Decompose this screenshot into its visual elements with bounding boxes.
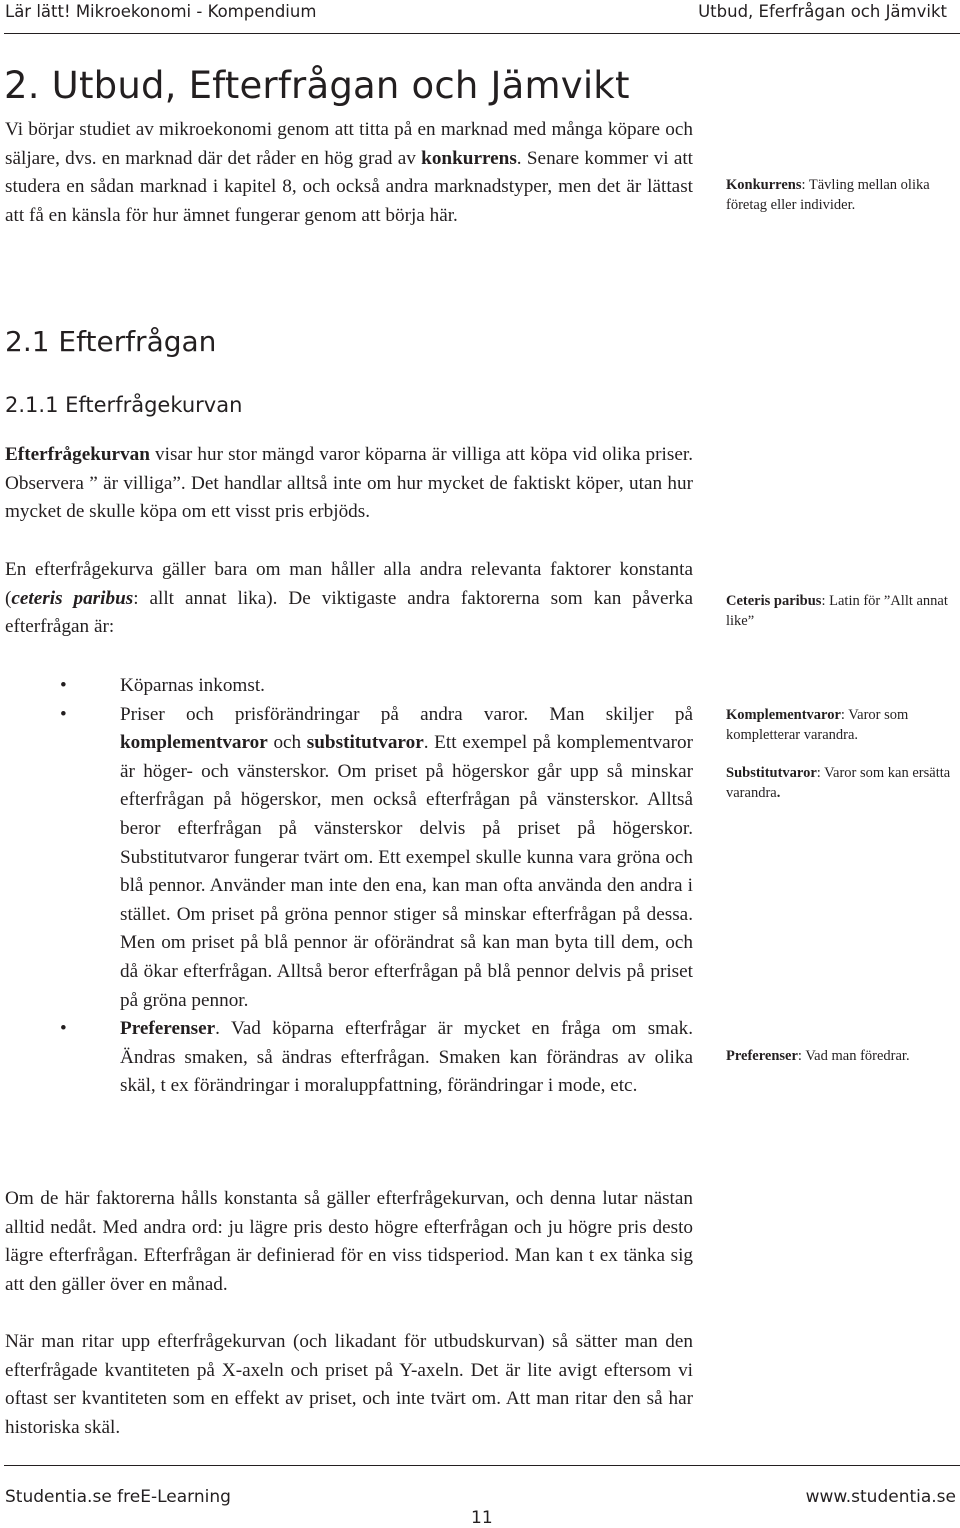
note-definition: : Latin för ”Allt annat like” xyxy=(726,593,948,629)
note-definition: : Varor som kan ersätta varandra xyxy=(726,765,951,801)
constant-factors-paragraph: Om de här faktorerna hålls konstanta så gäller efterfrågekurvan, och denna lutar nästan alltid nedåt. Med andra ord: ju lägre pris desto högre efterfrågan och ju högre pris desto lägre efterfrågan. Efterfrågan är definierad för en viss tidsperiod. Man kan t ex tänka sig att den gäller över en månad. xyxy=(5,1188,693,1296)
margin-note-komplementvaror xyxy=(726,706,958,745)
header-book-title: Lär lätt! Mikroekonomi - Kompendium xyxy=(5,2,317,21)
page-number: 11 xyxy=(471,1508,493,1528)
item-text: . Ett exempel på komplementvaror är höger- och vänsterskor. Om priset på högerskor går upp så minskar efterfrågan på högerskor, men också efterfrågan på vänsterskor. Alltså beror efterfrågan på vänsterskor delvis på priset på högerskor. Substitutvaror fungerar tvärt om. Ett exempel skulle kunna vara gröna och blå pennor. Använder man inte den ena, kan man ofta använda den andra i stället. Om priset på gröna pennor stiger så minskar efterfrågan på dessa. Men om priset på blå pennor är oförändrat så kan man byta till dem, och då ökar efterfrågan. Alltså beror efterfrågan på blå pennor delvis på priset på gröna pennor. xyxy=(120,732,693,1011)
term-efterfragekurvan: Efterfrågekurvan xyxy=(5,444,150,465)
margin-note-konkurrens xyxy=(726,176,958,215)
note-definition: : Tävling mellan olika företag eller individer. xyxy=(726,177,930,213)
note-definition: : Vad man föredrar. xyxy=(797,1048,910,1064)
intro-text-2: . Senare kommer vi att studera en sådan marknad i kapitel 8, och också andra marknadstyper, men det är lättast att få en känsla för hur ämnet fungerar genom att börja här. xyxy=(5,147,693,227)
note-term: Substitutvaror xyxy=(726,765,817,781)
header-chapter-title: Utbud, Eferfrågan och Jämvikt xyxy=(698,2,947,21)
list-item-income xyxy=(5,672,693,701)
bullet-icon: • xyxy=(60,703,67,725)
factor-list xyxy=(5,672,693,1101)
demand-text: visar hur stor mängd varor köparna är villiga att köpa vid olika priser. Observera ” är villiga”. Det handlar alltså inte om hur mycket de faktiskt köper, utan hur mycket de skulle köpa om ett visst pris erbjöds. xyxy=(5,444,693,523)
note-end: . xyxy=(776,784,781,801)
item-text: Priser och prisförändringar på andra varor. Man skiljer på xyxy=(120,703,693,725)
subsection-heading: 2.1.1 Efterfrågekurvan xyxy=(5,393,243,417)
item-text: Köparnas inkomst. xyxy=(120,675,265,696)
ceteris-paragraph xyxy=(5,556,693,642)
axes-paragraph: När man ritar upp efterfrågekurvan (och likadant för utbudskurvan) så sätter man den efterfrågade kvantiteten på X-axeln och priset på Y-axeln. Det är lite avigt eftersom vi oftast ser kvantiteten som en effekt av priset, och inte tvärt om. Att man ritar den så har historiska skäl. xyxy=(5,1331,693,1439)
term-preferenser: Preferenser xyxy=(120,1018,216,1040)
intro-paragraph xyxy=(5,116,693,231)
margin-note-substitutvaror xyxy=(726,764,958,803)
term-substitutvaror: substitutvaror xyxy=(306,732,424,754)
note-term: Komplementvaror xyxy=(726,707,841,723)
bullet-icon: • xyxy=(60,1018,67,1040)
footer-divider xyxy=(4,1465,960,1466)
header-divider xyxy=(4,33,960,34)
chapter-title: 2. Utbud, Efterfrågan och Jämvikt xyxy=(4,64,630,107)
margin-note-preferenser xyxy=(726,1047,958,1067)
note-definition: : Varor som kompletterar varandra. xyxy=(726,707,909,743)
footer-website: www.studentia.se xyxy=(805,1487,956,1507)
ceteris-text-1: En efterfrågekurva gäller bara om man håller alla andra relevanta faktorer konstanta ( xyxy=(5,559,693,609)
bullet-icon: • xyxy=(60,675,67,696)
note-term: Preferenser xyxy=(726,1048,798,1064)
footer-brand: Studentia.se freE-Learning xyxy=(5,1487,231,1507)
term-ceteris-paribus: ceteris paribus xyxy=(11,587,134,609)
ceteris-text-2: : allt annat lika). De viktigaste andra faktorerna som kan påverka efterfrågan är: xyxy=(5,587,693,638)
demand-curve-paragraph xyxy=(5,441,693,527)
item-text: . Vad köparna efterfrågar är mycket en fråga om smak. Ändras smaken, så ändras efterfrågan. Smaken kan förändras av olika skäl, t ex förändringar i moraluppfattning, förändringar i mode, etc. xyxy=(120,1018,693,1097)
note-term: Ceteris paribus xyxy=(726,593,822,609)
list-item-prices xyxy=(5,701,693,1016)
margin-note-ceteris xyxy=(726,592,958,631)
term-komplementvaror: komplementvaror xyxy=(120,732,268,754)
section-heading: 2.1 Efterfrågan xyxy=(5,325,217,358)
note-term: Konkurrens xyxy=(726,177,802,193)
item-text: och xyxy=(267,732,307,754)
intro-text-1: Vi börjar studiet av mikroekonomi genom att titta på en marknad med många köpare och säljare, dvs. en marknad där det råder en hög grad av xyxy=(5,119,693,169)
list-item-preferences xyxy=(5,1015,693,1101)
intro-term-konkurrens: konkurrens xyxy=(421,147,517,169)
